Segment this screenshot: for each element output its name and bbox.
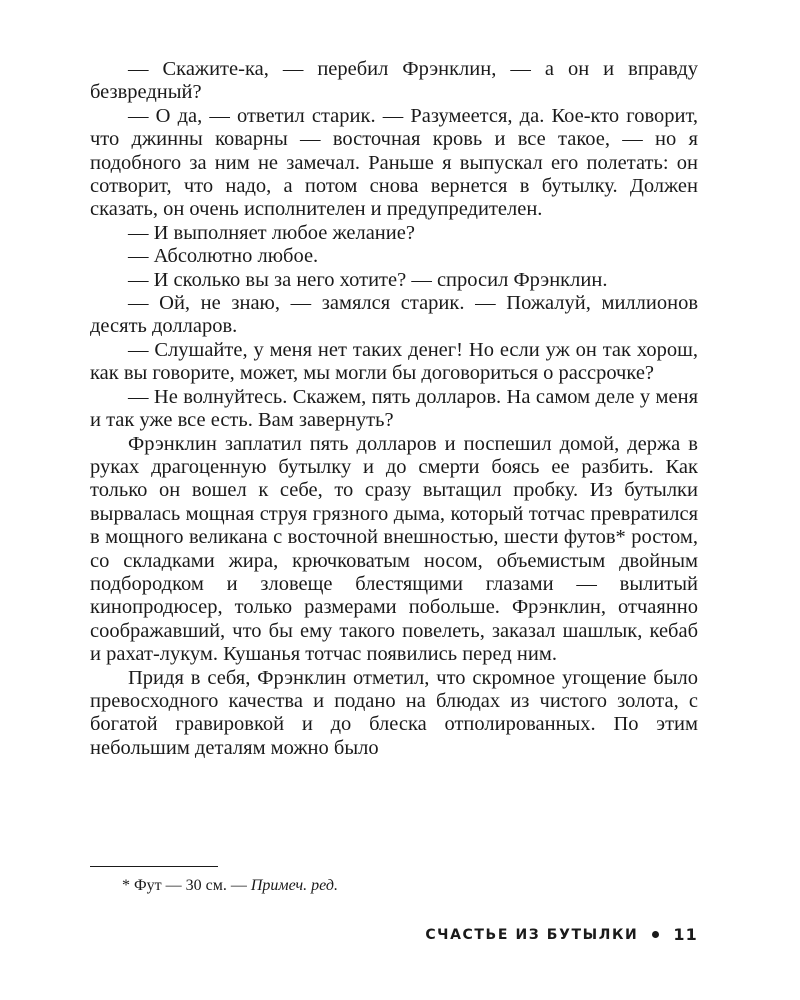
footnote-divider [90,866,218,867]
footnote [122,876,338,896]
paragraph: — Абсолютно любое. [128,245,319,268]
paragraph: — И выполняет любое желание? [128,221,415,244]
footnote-editor-note: Примеч. ред. [250,877,338,894]
paragraph: — Скажите-ка, — перебил Фрэнклин, — а он и вправду безвредный? [90,58,698,104]
paragraph: Придя в себя, Фрэнклин отметил, что скромное угощение было превосходного качества и подано на блюдах из чистого золота, с богатой гравировкой и до блеска отполированных. По этим небольшим деталям можно было [90,666,698,759]
running-footer [425,925,698,944]
paragraph: — Не волнуйтесь. Скажем, пять долларов. На самом деле у меня и так уже все есть. Вам завернуть? [90,385,698,432]
paragraph: Фрэнклин заплатил пять долларов и поспешил домой, держа в руках драгоценную бутылку и до смерти боясь ее разбить. Как только он вошел к себе, то сразу вытащил пробку. Из бутылки вырвалась мощная струя грязного дыма, который тотчас превратился в мощного великана с восточной внешностью, шести футов* ростом, со складками жира, крючковатым носом, объемистым двойным подбородком и зловеще блестящими глазами — вылитый кинопродюсер, только размерами побольше. Фрэнклин, отчаянно соображавший, что бы ему такого повелеть, заказал шашлык, кебаб и рахат-лукум. Кушанья тотчас появились перед ним. [90,432,698,666]
page-number: 11 [673,925,698,944]
paragraph: — Слушайте, у меня нет таких денег! Но если уж он так хорош, как вы говорите, может, мы могли бы договориться о рассрочке? [90,338,698,385]
bullet-separator [652,931,659,938]
paragraph: — О да, — ответил старик. — Разумеется, да. Кое-кто говорит, что джинны коварны — восточная кровь и все такое, — но я подобного за ним не замечал. Раньше я выпускал его полетать: он сотворит, что надо, а потом снова вернется в бутылку. Должен сказать, он очень исполнителен и предупредителен. [90,104,698,221]
page-body [90,58,698,760]
paragraph: — Ой, не знаю, — замялся старик. — Пожалуй, миллионов десять долларов. [90,292,698,338]
book-title: СЧАСТЬЕ ИЗ БУТЫЛКИ [425,926,639,943]
footnote-text: * Фут — 30 см. — [122,877,251,894]
paragraph: — И сколько вы за него хотите? — спросил Фрэнклин. [128,268,608,291]
